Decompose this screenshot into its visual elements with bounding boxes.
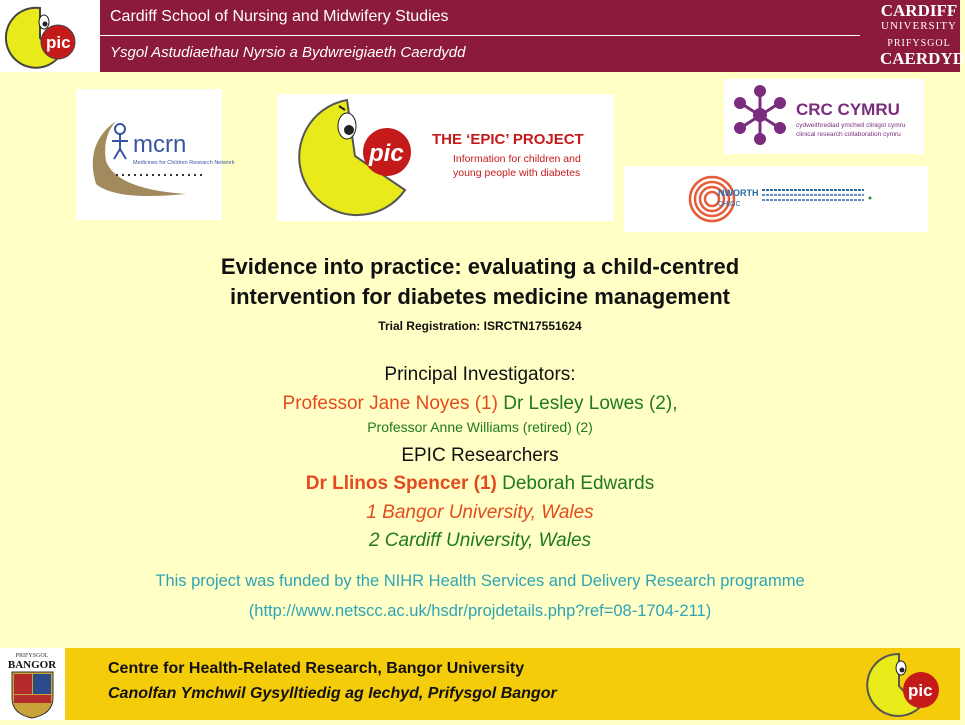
cardiff-logo-word2: UNIVERSITY xyxy=(881,20,957,32)
crc-cymru-name: CRC CYMRU xyxy=(796,100,900,119)
epic-project-subtitle-2: young people with diabetes xyxy=(453,167,581,179)
investigator-lowes: Dr Lesley Lowes (2) xyxy=(503,393,673,414)
investigator-separator: , xyxy=(672,393,678,414)
principal-investigators-names xyxy=(0,393,960,415)
cardiff-university-logo xyxy=(880,1,965,70)
project-url: (http://www.netscc.ac.uk/hsdr/projdetails.php?ref=08-1704-211) xyxy=(248,602,712,620)
crc-cymru-sub1: cydweithrediad ymchwil clinigol cymru xyxy=(796,122,906,129)
epic-logo-header xyxy=(0,0,100,72)
crc-cymru-sub2: clinical research collaboration cymru xyxy=(796,131,901,138)
bangor-logo-sub: PRIFYSGOL xyxy=(15,653,49,659)
epic-researchers-label: EPIC Researchers xyxy=(401,445,559,466)
title-line-1: Evidence into practice: evaluating a child-centred xyxy=(220,254,740,279)
school-name-english: Cardiff School of Nursing and Midwifery Studies xyxy=(110,8,449,25)
investigator-williams: Professor Anne Williams (retired) (2) xyxy=(367,419,593,435)
cardiff-logo-word4: CAERDYD xyxy=(880,49,965,68)
nworth-logo xyxy=(624,166,928,232)
crc-cymru-logo xyxy=(724,79,924,154)
epic-project-logo xyxy=(277,94,614,221)
poster-title xyxy=(0,252,960,312)
mcrn-logo-text: mcrn xyxy=(133,131,187,158)
nworth-name: NWORTH xyxy=(718,188,759,198)
epic-project-logo-text: pic xyxy=(369,140,404,167)
footer-band xyxy=(65,648,857,720)
centre-name-welsh: Canolfan Ymchwil Gysylltiedig ag Iechyd, Prifysgol Bangor xyxy=(108,685,557,702)
funding-statement: This project was funded by the NIHR Health Services and Delivery Research programme xyxy=(155,572,805,590)
trial-registration: Trial Registration: ISRCTN17551624 xyxy=(378,319,582,333)
school-name-welsh: Ysgol Astudiaethau Nyrsio a Bydwreigiaeth Caerdydd xyxy=(110,44,466,61)
centre-name-english: Centre for Health-Related Research, Bangor University xyxy=(108,660,525,677)
epic-project-title: THE ‘EPIC’ PROJECT xyxy=(432,131,584,148)
mcrn-logo-subtext: Medicines for Children Research Network xyxy=(133,160,235,166)
epic-logo-footer xyxy=(857,648,960,720)
principal-investigators-label: Principal Investigators: xyxy=(384,364,576,385)
epic-project-subtitle-1: Information for children and xyxy=(453,153,581,165)
header-divider xyxy=(100,35,860,36)
cardiff-logo-word1: CARDIFF xyxy=(880,1,958,20)
researcher-edwards: Deborah Edwards xyxy=(502,473,655,494)
bangor-university-logo xyxy=(0,648,65,720)
epic-logo-text: pic xyxy=(46,33,71,52)
cardiff-logo-word3: PRIFYSGOL xyxy=(887,38,951,49)
researcher-spencer: Dr Llinos Spencer (1) xyxy=(305,473,497,494)
epic-researchers-names xyxy=(0,473,960,495)
epic-footer-logo-text: pic xyxy=(908,681,933,700)
bangor-logo-name: BANGOR xyxy=(7,659,57,671)
affiliation-cardiff: 2 Cardiff University, Wales xyxy=(368,530,592,551)
mcrn-logo xyxy=(76,89,235,220)
affiliation-bangor: 1 Bangor University, Wales xyxy=(366,502,594,523)
nworth-sub: CHtGC xyxy=(718,201,741,208)
title-line-2: intervention for diabetes medicine management xyxy=(229,284,730,309)
investigator-noyes: Professor Jane Noyes (1) xyxy=(282,393,498,414)
